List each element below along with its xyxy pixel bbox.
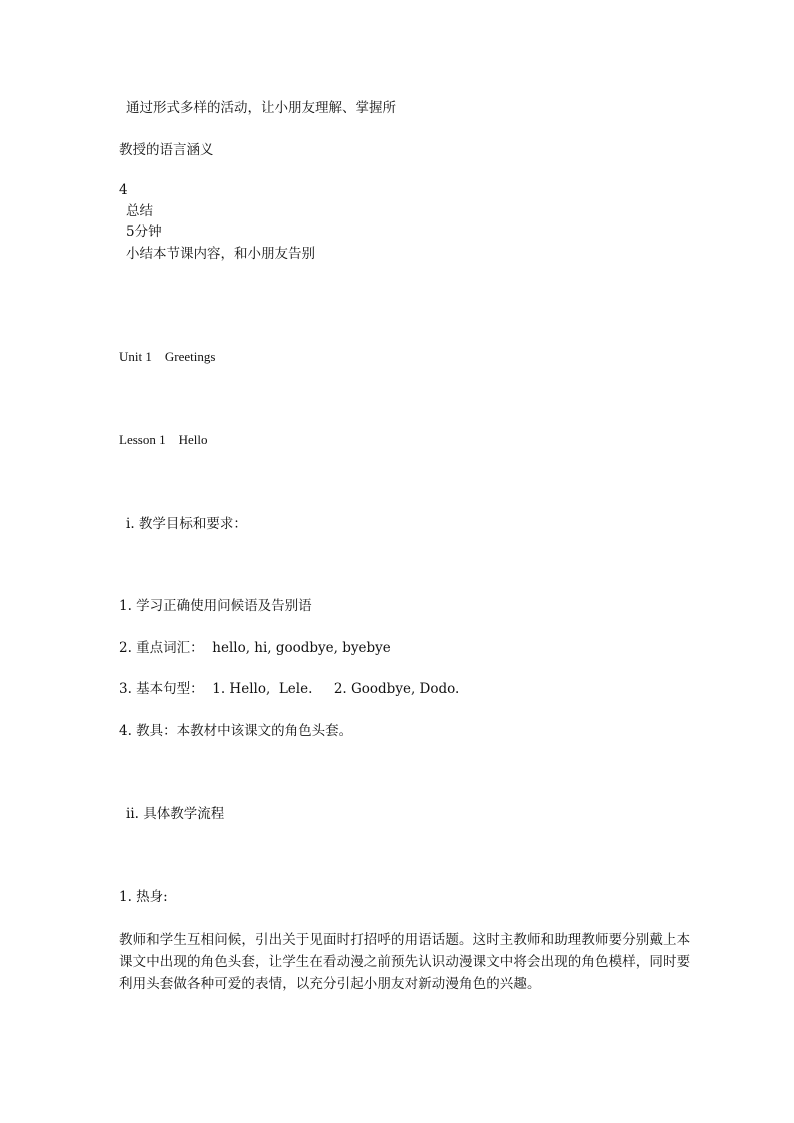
goal-item-2: 2. 重点词汇： hello, hi, goodbye, byebye: [119, 640, 391, 656]
step-number: 4: [119, 182, 128, 198]
section-heading-procedure: ⅱ. 具体教学流程: [126, 806, 225, 822]
unit-title: Unit 1 Greetings: [119, 349, 216, 364]
step-time: 5分钟: [126, 224, 162, 240]
goal-item-4: 4. 教具：本教材中该课文的角色头套。: [119, 723, 353, 739]
activity-line: 通过形式多样的活动，让小朋友理解、掌握所: [126, 100, 396, 116]
section-heading-objectives: ⅰ. 教学目标和要求：: [126, 516, 247, 532]
activity-line-continued: 教授的语言涵义: [119, 142, 214, 158]
lesson-title: Lesson 1 Hello: [119, 432, 208, 447]
warmup-paragraph: 教师和学生互相问候，引出关于见面时打招呼的用语话题。这时主教师和助理教师要分别戴上本课文中出现的角色头套，让学生在看动漫之前预先认识动漫课文中将会出现的角色模样，同时要利用头套做各种可爱的表情，以充分引起小朋友对新动漫角色的兴趣。: [119, 932, 691, 992]
step-name: 总结: [126, 203, 153, 219]
goal-item-3: 3. 基本句型： 1. Hello, Lele. 2. Goodbye, Dodo.: [119, 681, 460, 697]
goal-item-1: 1. 学习正确使用问候语及告别语: [119, 598, 312, 614]
step-description: 小结本节课内容，和小朋友告别: [126, 246, 315, 262]
warmup-heading: 1. 热身:: [119, 889, 168, 905]
